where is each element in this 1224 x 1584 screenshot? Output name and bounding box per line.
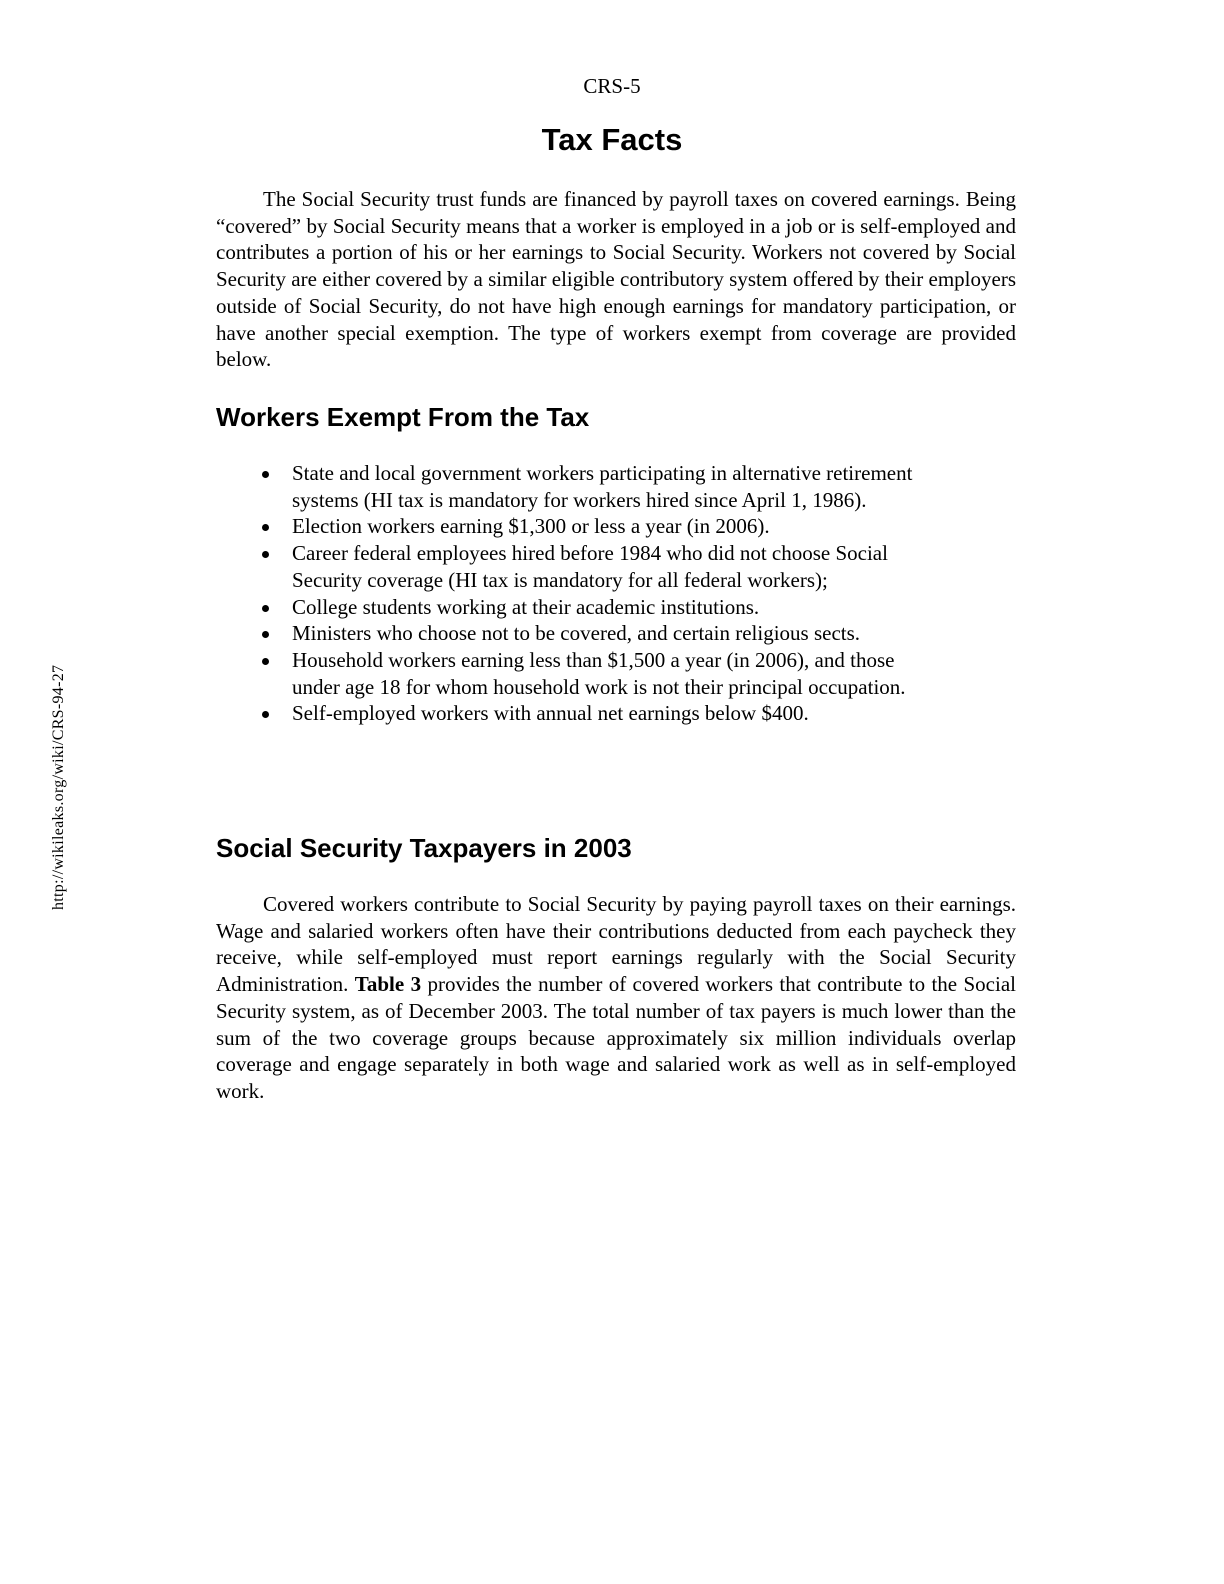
- list-item: [262, 513, 942, 540]
- page-number: CRS-5: [583, 74, 641, 98]
- list-item: [262, 594, 942, 621]
- table-reference: Table 3: [354, 972, 422, 997]
- page-title: Tax Facts: [541, 122, 683, 157]
- bullet-icon: [262, 471, 269, 478]
- list-item: [262, 460, 942, 513]
- taxpayers-text-part1: Covered workers contribute to Social Security by paying payroll taxes on their earnings. Wage and salaried workers often have their contributions deducted from each paycheck they receive, while self-employed must report earnings regularly with the Social Security Administration.: [216, 892, 1016, 997]
- bullet-icon: [262, 524, 269, 531]
- exempt-list: [262, 460, 942, 727]
- list-item: [262, 647, 942, 700]
- taxpayers-heading: Social Security Taxpayers in 2003: [216, 833, 632, 863]
- list-item: [262, 620, 942, 647]
- list-item-text: Self-employed workers with annual net earnings below $400.: [292, 701, 809, 726]
- bullet-icon: [262, 658, 269, 665]
- intro-paragraph: [216, 186, 1016, 373]
- list-item-text: Household workers earning less than $1,500 a year (in 2006), and those under age 18 for whom household work is not their principal occupation.: [292, 647, 906, 699]
- bullet-icon: [262, 551, 269, 558]
- bullet-icon: [262, 605, 269, 612]
- intro-text: The Social Security trust funds are financed by payroll taxes on covered earnings. Being “covered” by Social Security means that a worker is employed in a job or is self-employed and contributes a portion of his or her earnings to Social Security. Workers not covered by Social Security are either covered by a similar eligible contributory system offered by their employers outside of Social Security, do not have high enough earnings for mandatory participation, or have another special exemption. The type of workers exempt from coverage are provided below.: [216, 187, 1016, 372]
- source-url: http://wikileaks.org/wiki/CRS-94-27: [50, 664, 67, 910]
- list-item-text: College students working at their academic institutions.: [292, 594, 760, 619]
- taxpayers-text-part2: provides the number of covered workers that contribute to the Social Security system, as of December 2003. The total number of tax payers is much lower than the sum of the two coverage groups because approximately six million individuals overlap coverage and engage separately in both wage and salaried work as well as in self-employed work.: [216, 972, 1016, 1103]
- bullet-icon: [262, 631, 269, 638]
- list-item-text: Career federal employees hired before 1984 who did not choose Social Security coverage (HI tax is mandatory for all federal workers);: [292, 541, 888, 592]
- bullet-icon: [262, 711, 269, 718]
- list-item-text: State and local government workers participating in alternative retirement systems (HI tax is mandatory for workers hired since April 1, 1986).: [292, 461, 913, 512]
- list-item: [262, 540, 942, 593]
- exempt-heading: Workers Exempt From the Tax: [216, 402, 590, 432]
- list-item: [262, 700, 942, 727]
- list-item-text: Election workers earning $1,300 or less a year (in 2006).: [292, 514, 770, 539]
- list-item-text: Ministers who choose not to be covered, and certain religious sects.: [292, 621, 861, 646]
- taxpayers-paragraph: [216, 891, 1016, 1105]
